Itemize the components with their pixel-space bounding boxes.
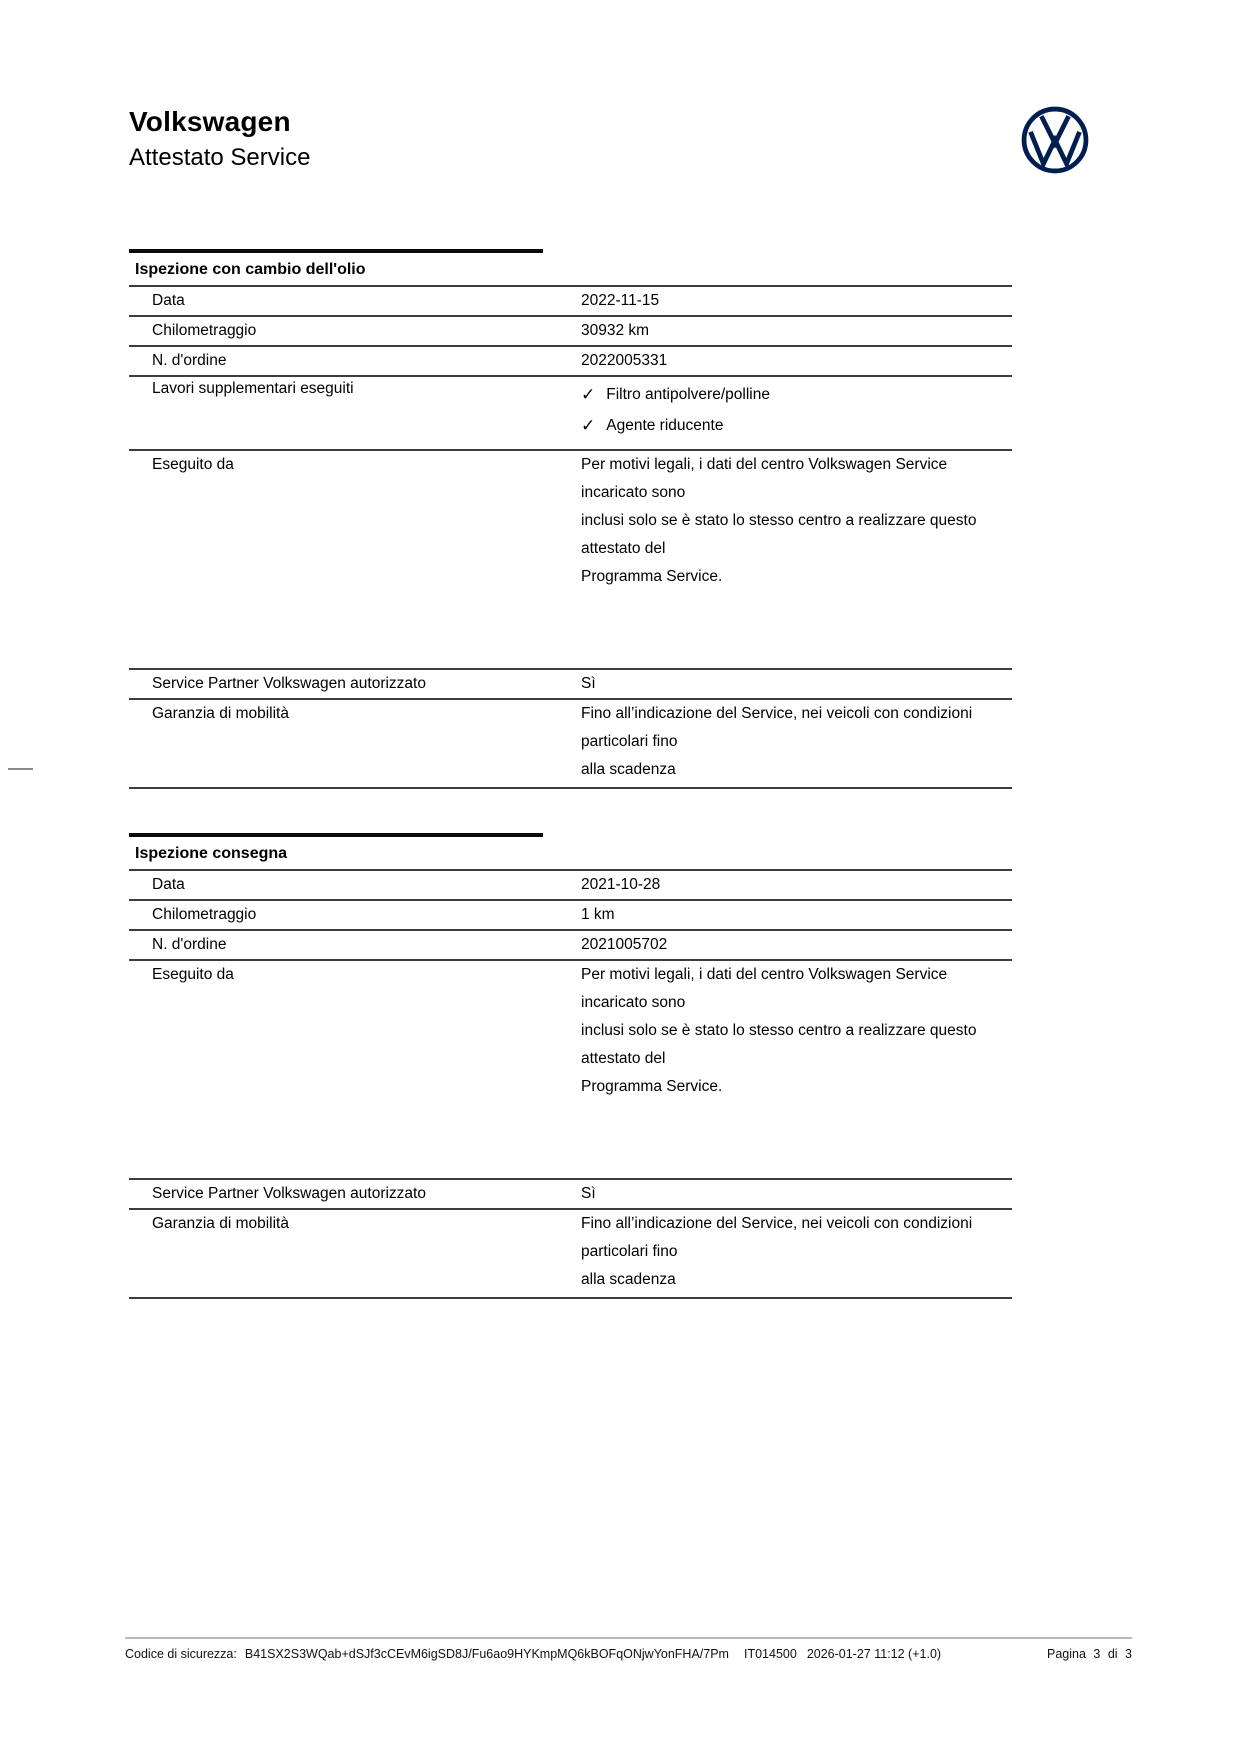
row-label: Garanzia di mobilità (152, 705, 289, 722)
row-value: 2021-10-28 (581, 876, 661, 893)
table-row (129, 317, 1012, 347)
table-row (129, 871, 1012, 901)
sections (129, 249, 1012, 1343)
security-code-label: Codice di sicurezza: (125, 1647, 237, 1661)
document-title: Attestato Service (129, 144, 311, 171)
section (129, 249, 1012, 789)
security-code-value: B41SX2S3WQab+dSJf3cCEvM6igSD8J/Fu6ao9HYKmpMQ6kBOFqONjwYonFHA/7Pm (244, 1647, 729, 1661)
row-label: N. d'ordine (152, 352, 227, 369)
security-code-line (125, 1647, 941, 1662)
row-value-line: alla scadenza (581, 761, 676, 778)
checklist-item-label: Agente riducente (606, 417, 724, 434)
row-label: Garanzia di mobilità (152, 1215, 289, 1232)
row-value: Sì (581, 675, 596, 692)
page-footer (125, 1637, 1132, 1662)
row-value-line: Per motivi legali, i dati del centro Volkswagen Service incaricato sono (581, 966, 948, 1011)
section-title: Ispezione consegna (129, 837, 1012, 871)
row-value (581, 379, 1012, 441)
table-row (129, 901, 1012, 931)
row-value-line: inclusi solo se è stato lo stesso centro a realizzare questo attestato del (581, 512, 977, 557)
row-value: 2021005702 (581, 936, 668, 953)
row-value: 2022-11-15 (581, 292, 660, 309)
checklist-item (581, 410, 1012, 441)
row-label: Data (152, 292, 185, 309)
page-number: Pagina 3 di 3 (1047, 1647, 1132, 1661)
row-label: Chilometraggio (152, 906, 257, 923)
row-label: Eseguito da (152, 456, 234, 473)
vw-logo-icon (1021, 106, 1089, 174)
footer-timestamp: 2026-01-27 11:12 (+1.0) (806, 1647, 942, 1661)
row-value (581, 1210, 1012, 1294)
document-code: IT014500 (743, 1647, 797, 1661)
table-row (129, 451, 1012, 670)
row-label: Service Partner Volkswagen autorizzato (152, 1185, 426, 1202)
table-row (129, 287, 1012, 317)
row-value-line: Programma Service. (581, 568, 723, 585)
checklist-item (581, 379, 1012, 410)
row-value-line: alla scadenza (581, 1271, 676, 1288)
section (129, 833, 1012, 1299)
table-row (129, 700, 1012, 789)
fold-mark (8, 768, 33, 770)
row-value: Sì (581, 1185, 596, 1202)
section-title: Ispezione con cambio dell'olio (129, 253, 1012, 287)
row-label: Eseguito da (152, 966, 234, 983)
row-value-line: Programma Service. (581, 1078, 723, 1095)
table-row (129, 347, 1012, 377)
row-label: Lavori supplementari eseguiti (152, 380, 354, 397)
table-row (129, 961, 1012, 1180)
check-icon: ✓ (581, 416, 596, 435)
table-row (129, 1210, 1012, 1299)
table-row (129, 931, 1012, 961)
check-icon: ✓ (581, 385, 596, 404)
row-label: Service Partner Volkswagen autorizzato (152, 675, 426, 692)
row-value-line: Fino all’indicazione del Service, nei veicoli con condizioni particolari fino (581, 705, 973, 750)
header (129, 106, 310, 173)
row-value: 30932 km (581, 322, 650, 339)
table-row (129, 1180, 1012, 1210)
row-value-line: Fino all’indicazione del Service, nei veicoli con condizioni particolari fino (581, 1215, 973, 1260)
table-row (129, 377, 1012, 451)
row-label: N. d'ordine (152, 936, 227, 953)
brand-title: Volkswagen (129, 106, 291, 137)
checklist-item-label: Filtro antipolvere/polline (606, 386, 770, 403)
row-value (581, 700, 1012, 784)
row-value (581, 961, 1012, 1101)
row-value: 1 km (581, 906, 615, 923)
row-value-line: inclusi solo se è stato lo stesso centro a realizzare questo attestato del (581, 1022, 977, 1067)
table-row (129, 670, 1012, 700)
row-value (581, 451, 1012, 591)
row-label: Data (152, 876, 185, 893)
row-label: Chilometraggio (152, 322, 257, 339)
row-value-line: Per motivi legali, i dati del centro Volkswagen Service incaricato sono (581, 456, 948, 501)
row-value: 2022005331 (581, 352, 668, 369)
